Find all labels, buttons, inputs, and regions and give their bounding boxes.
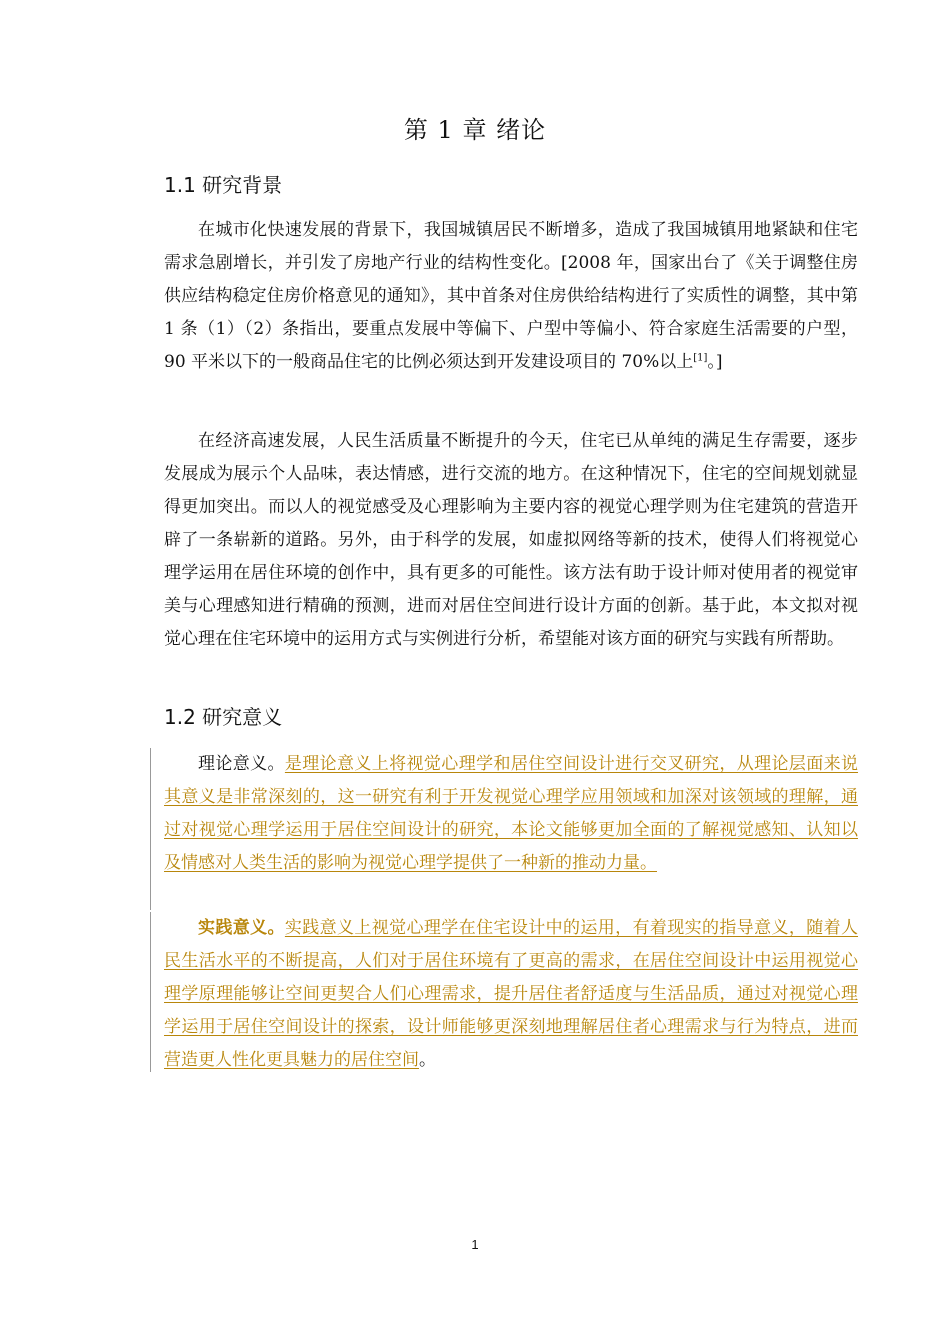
paragraph-background-1 [164,214,858,379]
revision-bar [150,912,151,1072]
revision-bar [150,748,151,910]
citation-reference[interactable]: [1] [693,352,708,364]
paragraph-theory [164,748,858,880]
paragraph-text-end: 。] [707,352,723,372]
paragraph-practice [164,912,858,1077]
paragraph-text: 在城市化快速发展的背景下，我国城镇居民不断增多，造成了我国城镇用地紧缺和住宅需求急剧增长，并引发了房地产行业的结构性变化。[2008 年，国家出台了《关于调整住房供应结构稳定住房价格意见的通知》，其中首条对住房供给结构进行了实质性的调整，其中第 1 条（1）（2）条指出，要重点发展中等偏下、户型中等偏小、符合家庭生活需要的户型，90 平米以下的一般商品住宅的比例必须达到开发建设项目的 70%以上 [164,220,858,372]
page-number: 1 [471,1237,479,1252]
paragraph-background-2: 在经济高速发展，人民生活质量不断提升的今天，住宅已从单纯的满足生存需要，逐步发展成为展示个人品味，表达情感，进行交流的地方。在这种情况下，住宅的空间规划就显得更加突出。而以人的视觉感受及心理影响为主要内容的视觉心理学则为住宅建筑的营造开辟了一条崭新的道路。另外，由于科学的发展，如虚拟网络等新的技术，使得人们将视觉心理学运用在居住环境的创作中，具有更多的可能性。该方法有助于设计师对使用者的视觉审美与心理感知进行精确的预测，进而对居住空间进行设计方面的创新。基于此，本文拟对视觉心理在住宅环境中的运用方式与实例进行分析，希望能对该方面的研究与实践有所帮助。 [164,431,858,649]
section-heading-background: 1.1 研究背景 [164,173,283,197]
paragraph-lead: 理论意义。 [198,754,285,774]
tracked-insertion[interactable]: 是理论意义上将视觉心理学和居住空间设计进行交叉研究，从理论层面来说其意义是非常深刻的，这一研究有利于开发视觉心理学应用领域和加深对该领域的理解，通过对视觉心理学运用于居住空间设计的研究，本论文能够更加全面的了解视觉感知、认知以及情感对人类生活的影响为视觉心理学提供了一种新的推动力量。 [164,754,859,873]
tracked-insertion[interactable]: 实践意义上视觉心理学在住宅设计中的运用，有着现实的指导意义，随着人民生活水平的不断提高，人们对于居住环境有了更高的需求，在居住空间设计中运用视觉心理学原理能够让空间更契合人们心理需求，提升居住者舒适度与生活品质，通过对视觉心理学运用于居住空间设计的探索，设计师能够更深刻地理解居住者心理需求与行为特点，进而营造更人性化更具魅力的居住空间 [164,918,859,1070]
paragraph-tail: 。 [419,1050,436,1070]
paragraph-lead: 实践意义。 [198,918,285,938]
section-heading-significance: 1.2 研究意义 [164,705,283,729]
chapter-title: 第 1 章 绪论 [403,116,547,144]
